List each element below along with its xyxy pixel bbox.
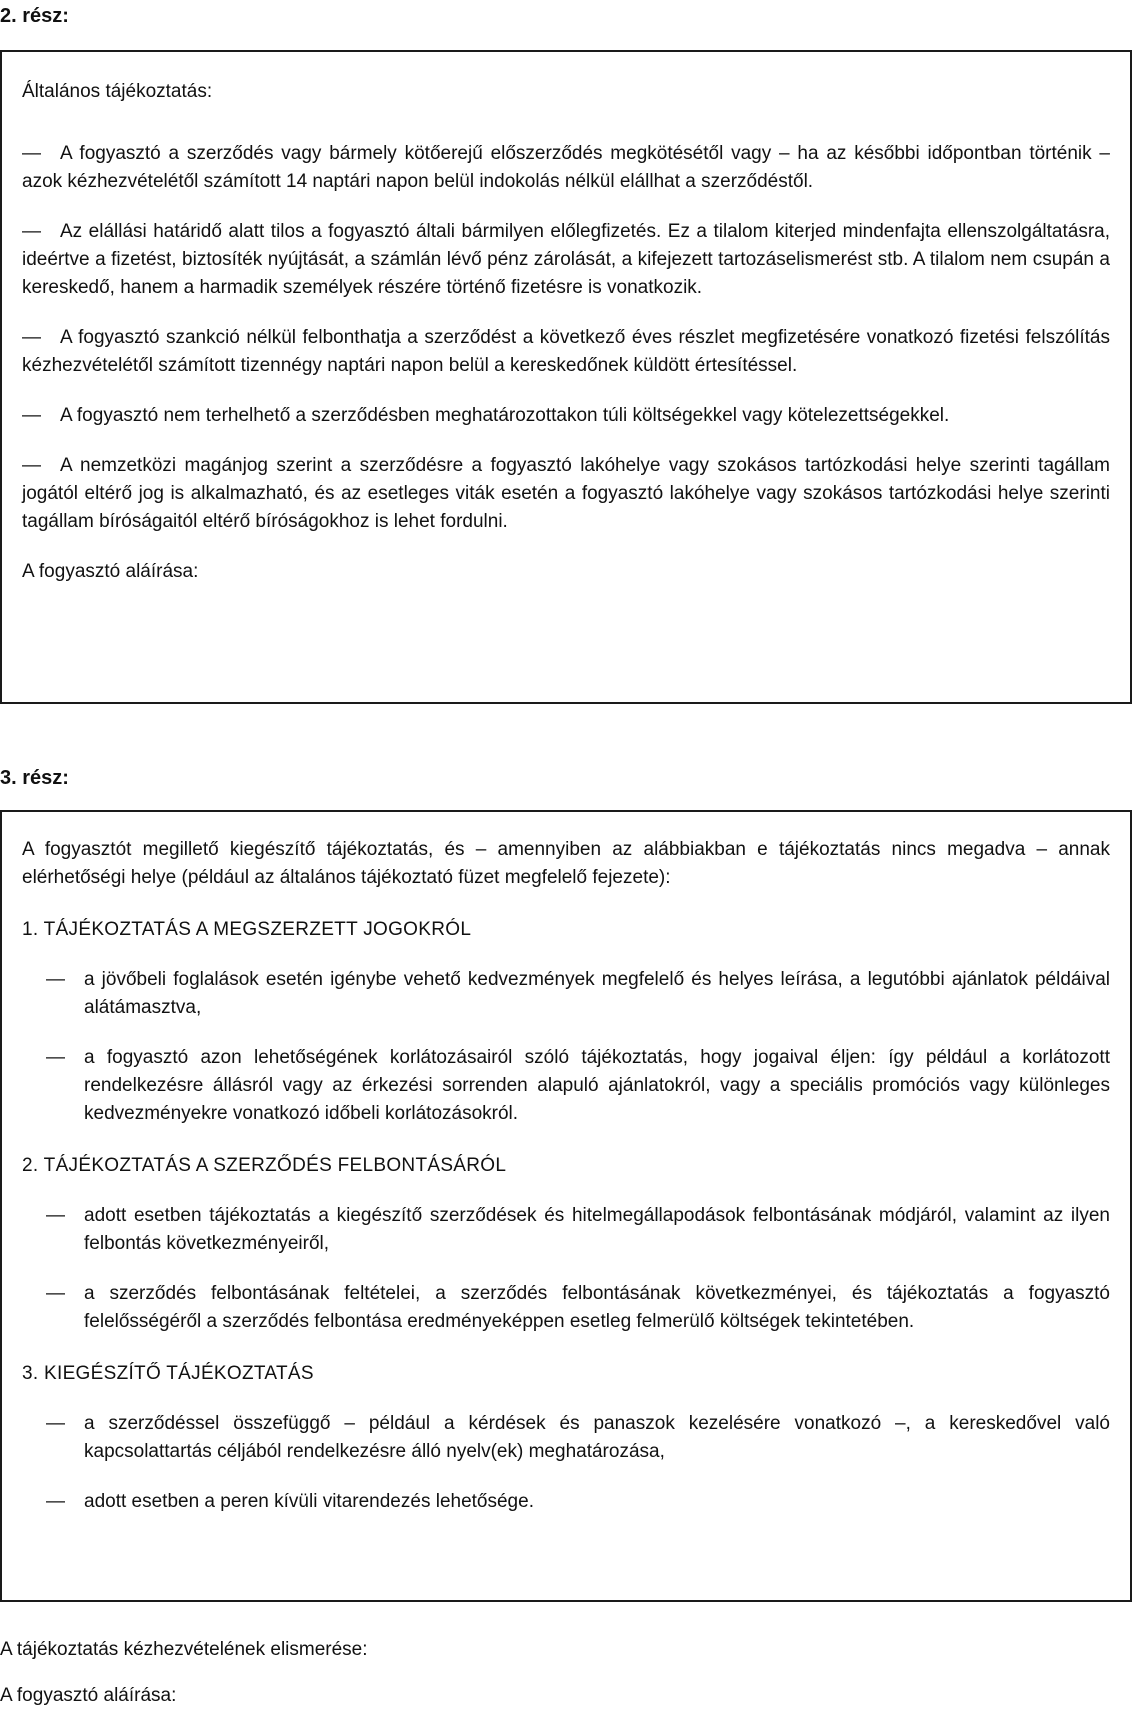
section-1-item	[22, 1044, 1110, 1128]
part2-item-text: A fogyasztó szankció nélkül felbonthatja a szerződést a következő éves részlet megfizetésére vonatkozó fizetési felszólítás kézhezvételétől számított tizennégy naptári napon belül a kereskedőnek küldött értesítéssel.	[22, 327, 1110, 376]
section-3-title: 3. KIEGÉSZÍTŐ TÁJÉKOZTATÁS	[22, 1363, 314, 1384]
section-3-item-text: a szerződéssel összefüggő – például a kérdések és panaszok kezelésére vonatkozó –, a kereskedővel való kapcsolattartás céljából rendelkezésre álló nyelv(ek) meghatározása,	[84, 1413, 1110, 1462]
section-2-title: 2. TÁJÉKOZTATÁS A SZERZŐDÉS FELBONTÁSÁRÓL	[22, 1155, 507, 1176]
section-3-item	[22, 1488, 1110, 1516]
part3-heading: 3. rész:	[0, 767, 69, 789]
part2-item-text: Az elállási határidő alatt tilos a fogyasztó általi bármilyen előlegfizetés. Ez a tilalom kiterjed mindenfajta ellenszolgáltatásra, ideértve a fizetést, biztosíték nyújtását, a számlán lévő pénz zárolását, a kifejezett tartozáselismerést stb. A tilalom nem csupán a kereskedő, hanem a harmadik személyek részére történő fizetésre is vonatkozik.	[22, 221, 1110, 298]
footer-signature-label: A fogyasztó aláírása:	[0, 1685, 177, 1706]
part2-item-text: A nemzetközi magánjog szerint a szerződésre a fogyasztó lakóhelye vagy szokásos tartózkodási helye szerinti tagállam jogától eltérő jog is alkalmazható, és az esetleges viták esetén a fogyasztó lakóhelye vagy szokásos tartózkodási helye szerinti tagállam bíróságaitól eltérő bíróságokhoz is lehet fordulni.	[22, 455, 1110, 532]
part3-intro: A fogyasztót megillető kiegészítő tájékoztatás, és – amennyiben az alábbiakban e tájékoztatás nincs megadva – annak elérhetőségi helye (például az általános tájékoztató füzet megfelelő fejezete):	[22, 839, 1110, 888]
part2-item	[22, 140, 1110, 196]
section-1-items	[22, 966, 1110, 1128]
dash-bullet: —	[46, 1491, 65, 1512]
general-info-label: Általános tájékoztatás:	[22, 81, 213, 102]
section-1-item-text: a jövőbeli foglalások esetén igénybe vehető kedvezmények megfelelő és helyes leírása, a legutóbbi ajánlatok példáival alátámasztva,	[84, 969, 1110, 1018]
section-2-item-text: a szerződés felbontásának feltételei, a szerződés felbontásának következményei, és tájékoztatás a fogyasztó felelősségéről a szerződés felbontása eredményeképpen esetleg felmerülő költségek tekintetében.	[84, 1283, 1110, 1332]
dash-bullet: —	[46, 1283, 65, 1304]
dash-bullet: —	[22, 221, 41, 242]
part2-item	[22, 402, 1110, 430]
part2-items	[22, 140, 1110, 536]
part2-heading: 2. rész:	[0, 5, 69, 27]
part2-item	[22, 452, 1110, 536]
part2-signature-label: A fogyasztó aláírása:	[22, 561, 199, 582]
section-2-item-text: adott esetben tájékoztatás a kiegészítő szerződések és hitelmegállapodások felbontásának módjáról, valamint az ilyen felbontás következményeiről,	[84, 1205, 1110, 1254]
section-2-item	[22, 1202, 1110, 1258]
section-3-items	[22, 1410, 1110, 1516]
dash-bullet: —	[22, 455, 41, 476]
section-1-item	[22, 966, 1110, 1022]
dash-bullet: —	[22, 143, 41, 164]
dash-bullet: —	[22, 327, 41, 348]
section-2-items	[22, 1202, 1110, 1336]
dash-bullet: —	[46, 1047, 65, 1068]
part2-item-text: A fogyasztó nem terhelhető a szerződésben meghatározottakon túli költségekkel vagy kötelezettségekkel.	[60, 405, 950, 426]
section-3-item	[22, 1410, 1110, 1466]
dash-bullet: —	[22, 405, 41, 426]
section-1-item-text: a fogyasztó azon lehetőségének korlátozásairól szóló tájékoztatás, hogy jogaival éljen: így például a korlátozott rendelkezésre állásról vagy az érkezési sorrenden alapuló ajánlatokról, vagy a speciális promóciós vagy különleges kedvezményekre vonatkozó időbeli korlátozásokról.	[84, 1047, 1110, 1124]
part3-box	[0, 810, 1132, 1602]
dash-bullet: —	[46, 1205, 65, 1226]
dash-bullet: —	[46, 1413, 65, 1434]
acknowledgement-label: A tájékoztatás kézhezvételének elismerése:	[0, 1639, 368, 1660]
part2-item-text: A fogyasztó a szerződés vagy bármely kötőerejű előszerződés megkötésétől vagy – ha az későbbi időpontban történik – azok kézhezvételétől számított 14 naptári napon belül indokolás nélkül elállhat a szerződéstől.	[22, 143, 1110, 192]
section-2-item	[22, 1280, 1110, 1336]
part2-item	[22, 324, 1110, 380]
section-3-item-text: adott esetben a peren kívüli vitarendezés lehetősége.	[84, 1491, 534, 1512]
dash-bullet: —	[46, 969, 65, 990]
section-1-title: 1. TÁJÉKOZTATÁS A MEGSZERZETT JOGOKRÓL	[22, 919, 472, 940]
part2-box	[0, 50, 1132, 704]
part2-item	[22, 218, 1110, 302]
